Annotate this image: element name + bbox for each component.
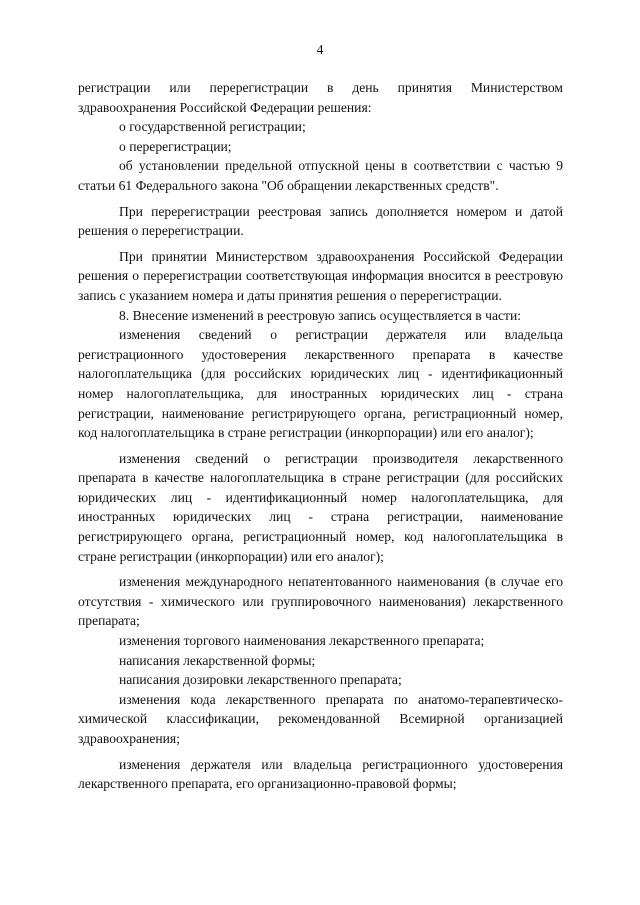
paragraph-price-setting: об установлении предельной отпускной цены в соответствии с частью 9 статьи 61 Федерального закона "Об обращении лекарственных средств".: [78, 158, 563, 193]
paragraph-ministry-decision: При принятии Министерством здравоохранения Российской Федерации решения о перерегистрации соответствующая информация вносится в реестровую запись с указанием номера и даты принятия решения о перерегистрации.: [78, 248, 563, 303]
paragraph-inn-change: изменения международного непатентованного наименования (в случае его отсутствия - химического или группировочного наименования) лекарственного препарата;: [78, 574, 563, 629]
paragraph-holder-tax-info: изменения сведений о регистрации держателя или владельца регистрационного удостоверения лекарственного препарата в качестве налогоплательщика (для российских юридических лиц - идентификационный номер налогоплательщика, для иностранных юридических лиц - страна регистрации, наименование регистрирующего органа, регистрационный номер, код налогоплательщика в стране регистрации (инкорпорации) или его аналог);: [78, 327, 563, 441]
paragraph-section-8: 8. Внесение изменений в реестровую запись осуществляется в части:: [119, 307, 522, 323]
paragraph-trade-name-change: изменения торгового наименования лекарственного препарата;: [119, 633, 485, 649]
paragraph-reregistration: о перерегистрации;: [119, 138, 232, 154]
page-number: 4: [316, 42, 324, 57]
paragraph-holder-change: изменения держателя или владельца регистрационного удостоверения лекарственного препарата, его организационно-правовой формы;: [78, 756, 563, 792]
paragraph-atc-code: изменения кода лекарственного препарата по анатомо-терапевтическо-химической классификации, рекомендованной Всемирной организацией здравоохранения;: [78, 691, 563, 746]
paragraph-dosage-form: написания лекарственной формы;: [119, 652, 316, 668]
paragraph-dosage: написания дозировки лекарственного препарата;: [119, 672, 402, 688]
paragraph-record-supplement: При перерегистрации реестровая запись дополняется номером и датой решения о перерегистрации.: [78, 203, 563, 239]
paragraph-manufacturer-tax-info: изменения сведений о регистрации производителя лекарственного препарата в качестве налогоплательщика в стране регистрации (для российских юридических лиц - идентификационный номер налогоплательщика, для иностранных юридических лиц - страна регистрации, наименование регистрирующего органа, регистрационный номер, код налогоплательщика в стране регистрации (инкорпорации) или его аналог);: [78, 450, 563, 564]
document-body: [78, 78, 563, 794]
paragraph-state-registration: о государственной регистрации;: [119, 119, 306, 135]
paragraph-registration-day: регистрации или перерегистрации в день принятия Министерством здравоохранения Российской Федерации решения:: [78, 80, 563, 115]
